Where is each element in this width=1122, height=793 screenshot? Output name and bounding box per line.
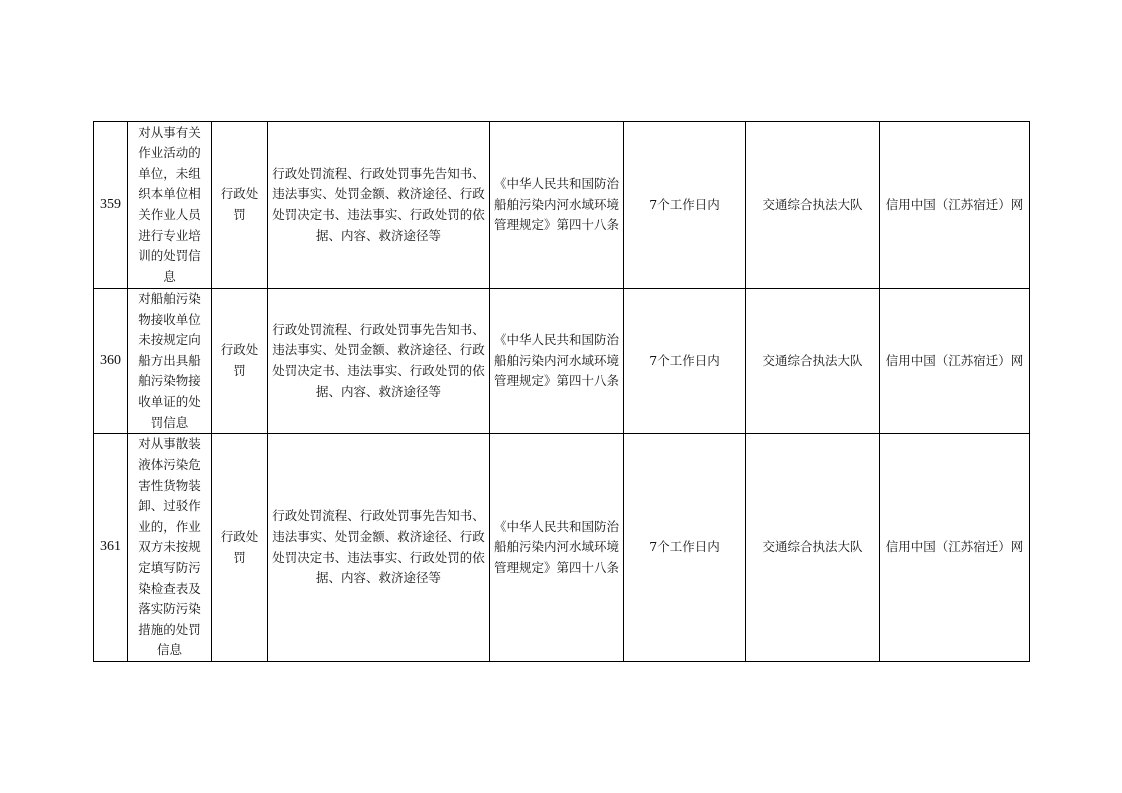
- responsible-agency: 交通综合执法大队: [746, 289, 880, 434]
- disclosure-content: 行政处罚流程、行政处罚事先告知书、违法事实、处罚金额、救济途径、行政处罚决定书、违法事实、行政处罚的依据、内容、救济途径等: [268, 122, 490, 289]
- table-row: [94, 122, 1030, 289]
- legal-basis: 《中华人民共和国防治船舶污染内河水域环境管理规定》第四十八条: [490, 122, 624, 289]
- legal-basis: 《中华人民共和国防治船舶污染内河水域环境管理规定》第四十八条: [490, 289, 624, 434]
- disclosure-channel: 信用中国（江苏宿迁）网: [880, 434, 1030, 662]
- legal-basis: 《中华人民共和国防治船舶污染内河水域环境管理规定》第四十八条: [490, 434, 624, 662]
- time-limit: 7个工作日内: [624, 289, 746, 434]
- time-limit: 7个工作日内: [624, 122, 746, 289]
- item-category: 行政处罚: [212, 434, 268, 662]
- row-number: 361: [94, 434, 128, 662]
- responsible-agency: 交通综合执法大队: [746, 122, 880, 289]
- time-limit: 7个工作日内: [624, 434, 746, 662]
- responsible-agency: 交通综合执法大队: [746, 434, 880, 662]
- item-name: 对从事散装液体污染危害性货物装卸、过驳作业的，作业双方未按规定填写防污染检查表及落实防污染措施的处罚信息: [128, 434, 212, 662]
- disclosure-table: [93, 121, 1030, 662]
- row-number: 359: [94, 122, 128, 289]
- disclosure-channel: 信用中国（江苏宿迁）网: [880, 289, 1030, 434]
- item-category: 行政处罚: [212, 122, 268, 289]
- disclosure-content: 行政处罚流程、行政处罚事先告知书、违法事实、处罚金额、救济途径、行政处罚决定书、违法事实、行政处罚的依据、内容、救济途径等: [268, 434, 490, 662]
- item-category: 行政处罚: [212, 289, 268, 434]
- item-name: 对船舶污染物接收单位未按规定向船方出具船舶污染物接收单证的处罚信息: [128, 289, 212, 434]
- table-row: [94, 289, 1030, 434]
- table-row: [94, 434, 1030, 662]
- disclosure-channel: 信用中国（江苏宿迁）网: [880, 122, 1030, 289]
- row-number: 360: [94, 289, 128, 434]
- item-name: 对从事有关作业活动的单位，未组织本单位相关作业人员进行专业培训的处罚信息: [128, 122, 212, 289]
- disclosure-content: 行政处罚流程、行政处罚事先告知书、违法事实、处罚金额、救济途径、行政处罚决定书、违法事实、行政处罚的依据、内容、救济途径等: [268, 289, 490, 434]
